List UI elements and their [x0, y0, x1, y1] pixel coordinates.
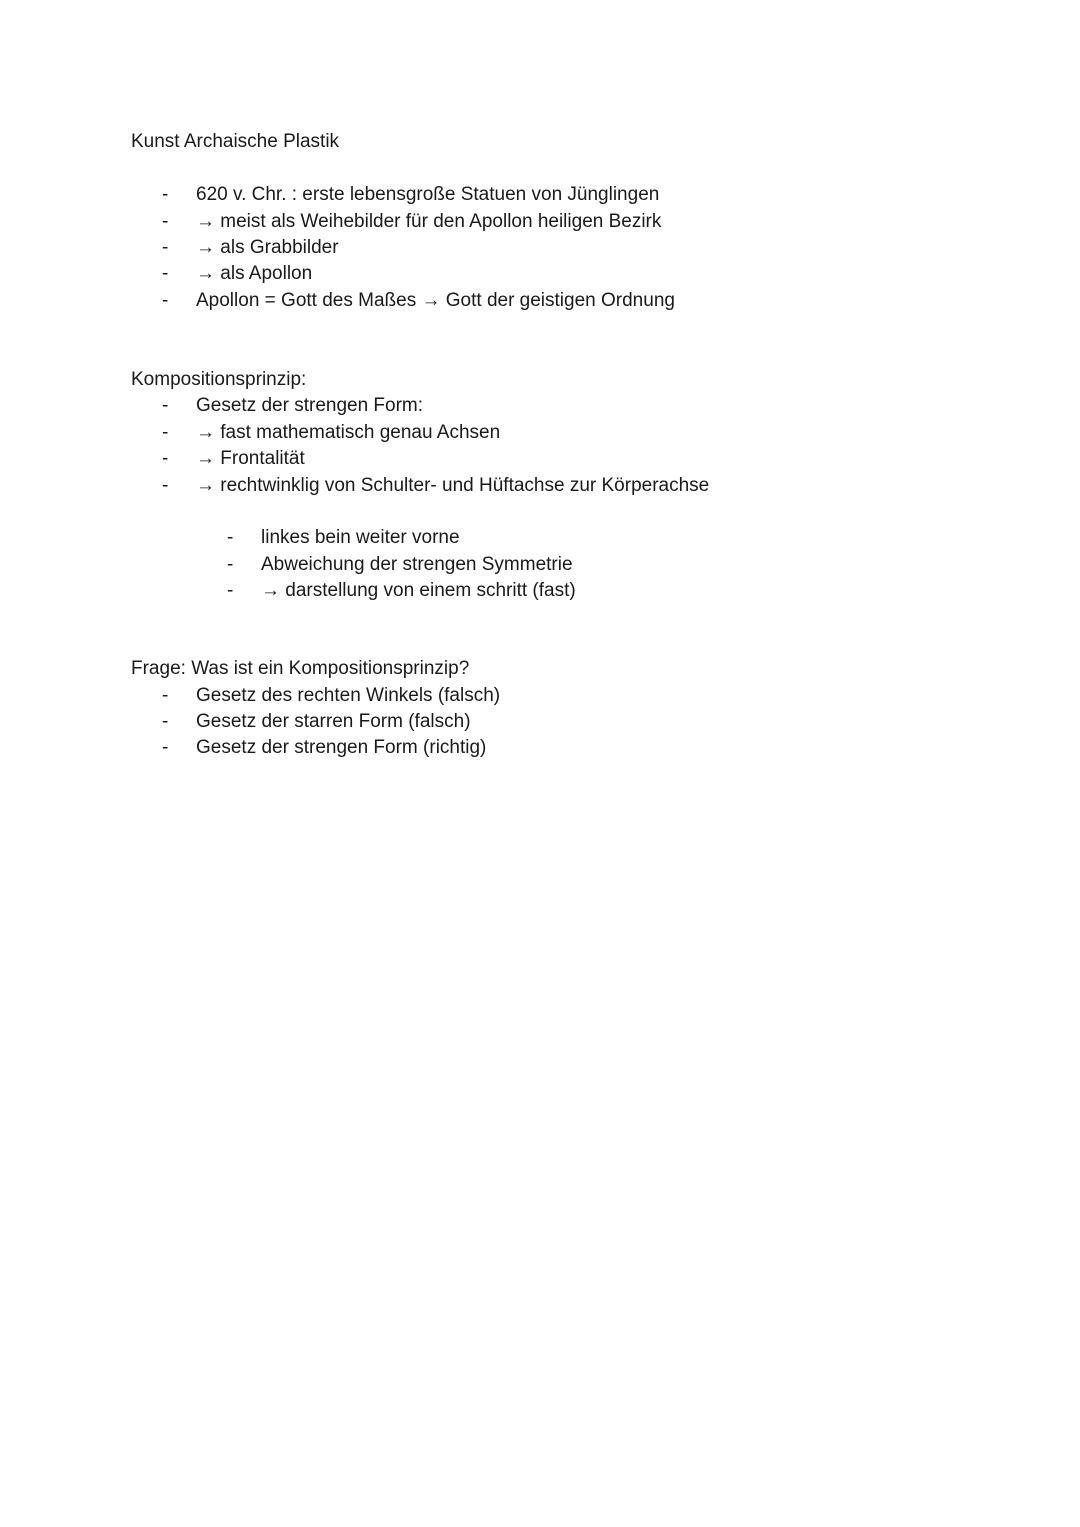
bullet-marker: -: [162, 422, 169, 443]
bullet-marker: -: [162, 475, 169, 496]
list-item: → Frontalität: [196, 448, 305, 469]
list-item: Gesetz der strengen Form:: [196, 395, 424, 416]
bullet-marker: -: [162, 237, 169, 258]
bullet-marker: -: [162, 685, 169, 706]
question-heading: Frage: Was ist ein Kompositionsprinzip?: [131, 658, 470, 679]
bullet-marker: -: [162, 211, 169, 232]
bullet-marker: -: [227, 527, 234, 548]
list-item: → rechtwinklig von Schulter- und Hüftachse zur Körperachse: [196, 475, 710, 496]
bullet-marker: -: [162, 711, 169, 732]
bullet-marker: -: [227, 580, 234, 601]
list-item: Gesetz der strengen Form (richtig): [196, 737, 487, 758]
page-title: Kunst Archaische Plastik: [131, 131, 340, 152]
bullet-marker: -: [162, 184, 169, 205]
bullet-marker: -: [162, 737, 169, 758]
list-item: 620 v. Chr. : erste lebensgroße Statuen von Jünglingen: [196, 184, 660, 205]
bullet-marker: -: [227, 554, 234, 575]
list-item: Gesetz der starren Form (falsch): [196, 711, 471, 732]
list-item: → fast mathematisch genau Achsen: [196, 422, 501, 443]
list-item: → als Apollon: [196, 263, 313, 284]
list-item: linkes bein weiter vorne: [261, 527, 460, 548]
list-item: Apollon = Gott des Maßes → Gott der geistigen Ordnung: [196, 290, 675, 311]
list-item: Abweichung der strengen Symmetrie: [261, 554, 573, 575]
bullet-marker: -: [162, 290, 169, 311]
bullet-marker: -: [162, 448, 169, 469]
list-item: → meist als Weihebilder für den Apollon heiligen Bezirk: [196, 211, 662, 232]
bullet-marker: -: [162, 395, 169, 416]
list-item: Gesetz des rechten Winkels (falsch): [196, 685, 501, 706]
list-item: → als Grabbilder: [196, 237, 339, 258]
list-item: → darstellung von einem schritt (fast): [261, 580, 576, 601]
bullet-marker: -: [162, 263, 169, 284]
section-heading: Kompositionsprinzip:: [131, 369, 307, 390]
